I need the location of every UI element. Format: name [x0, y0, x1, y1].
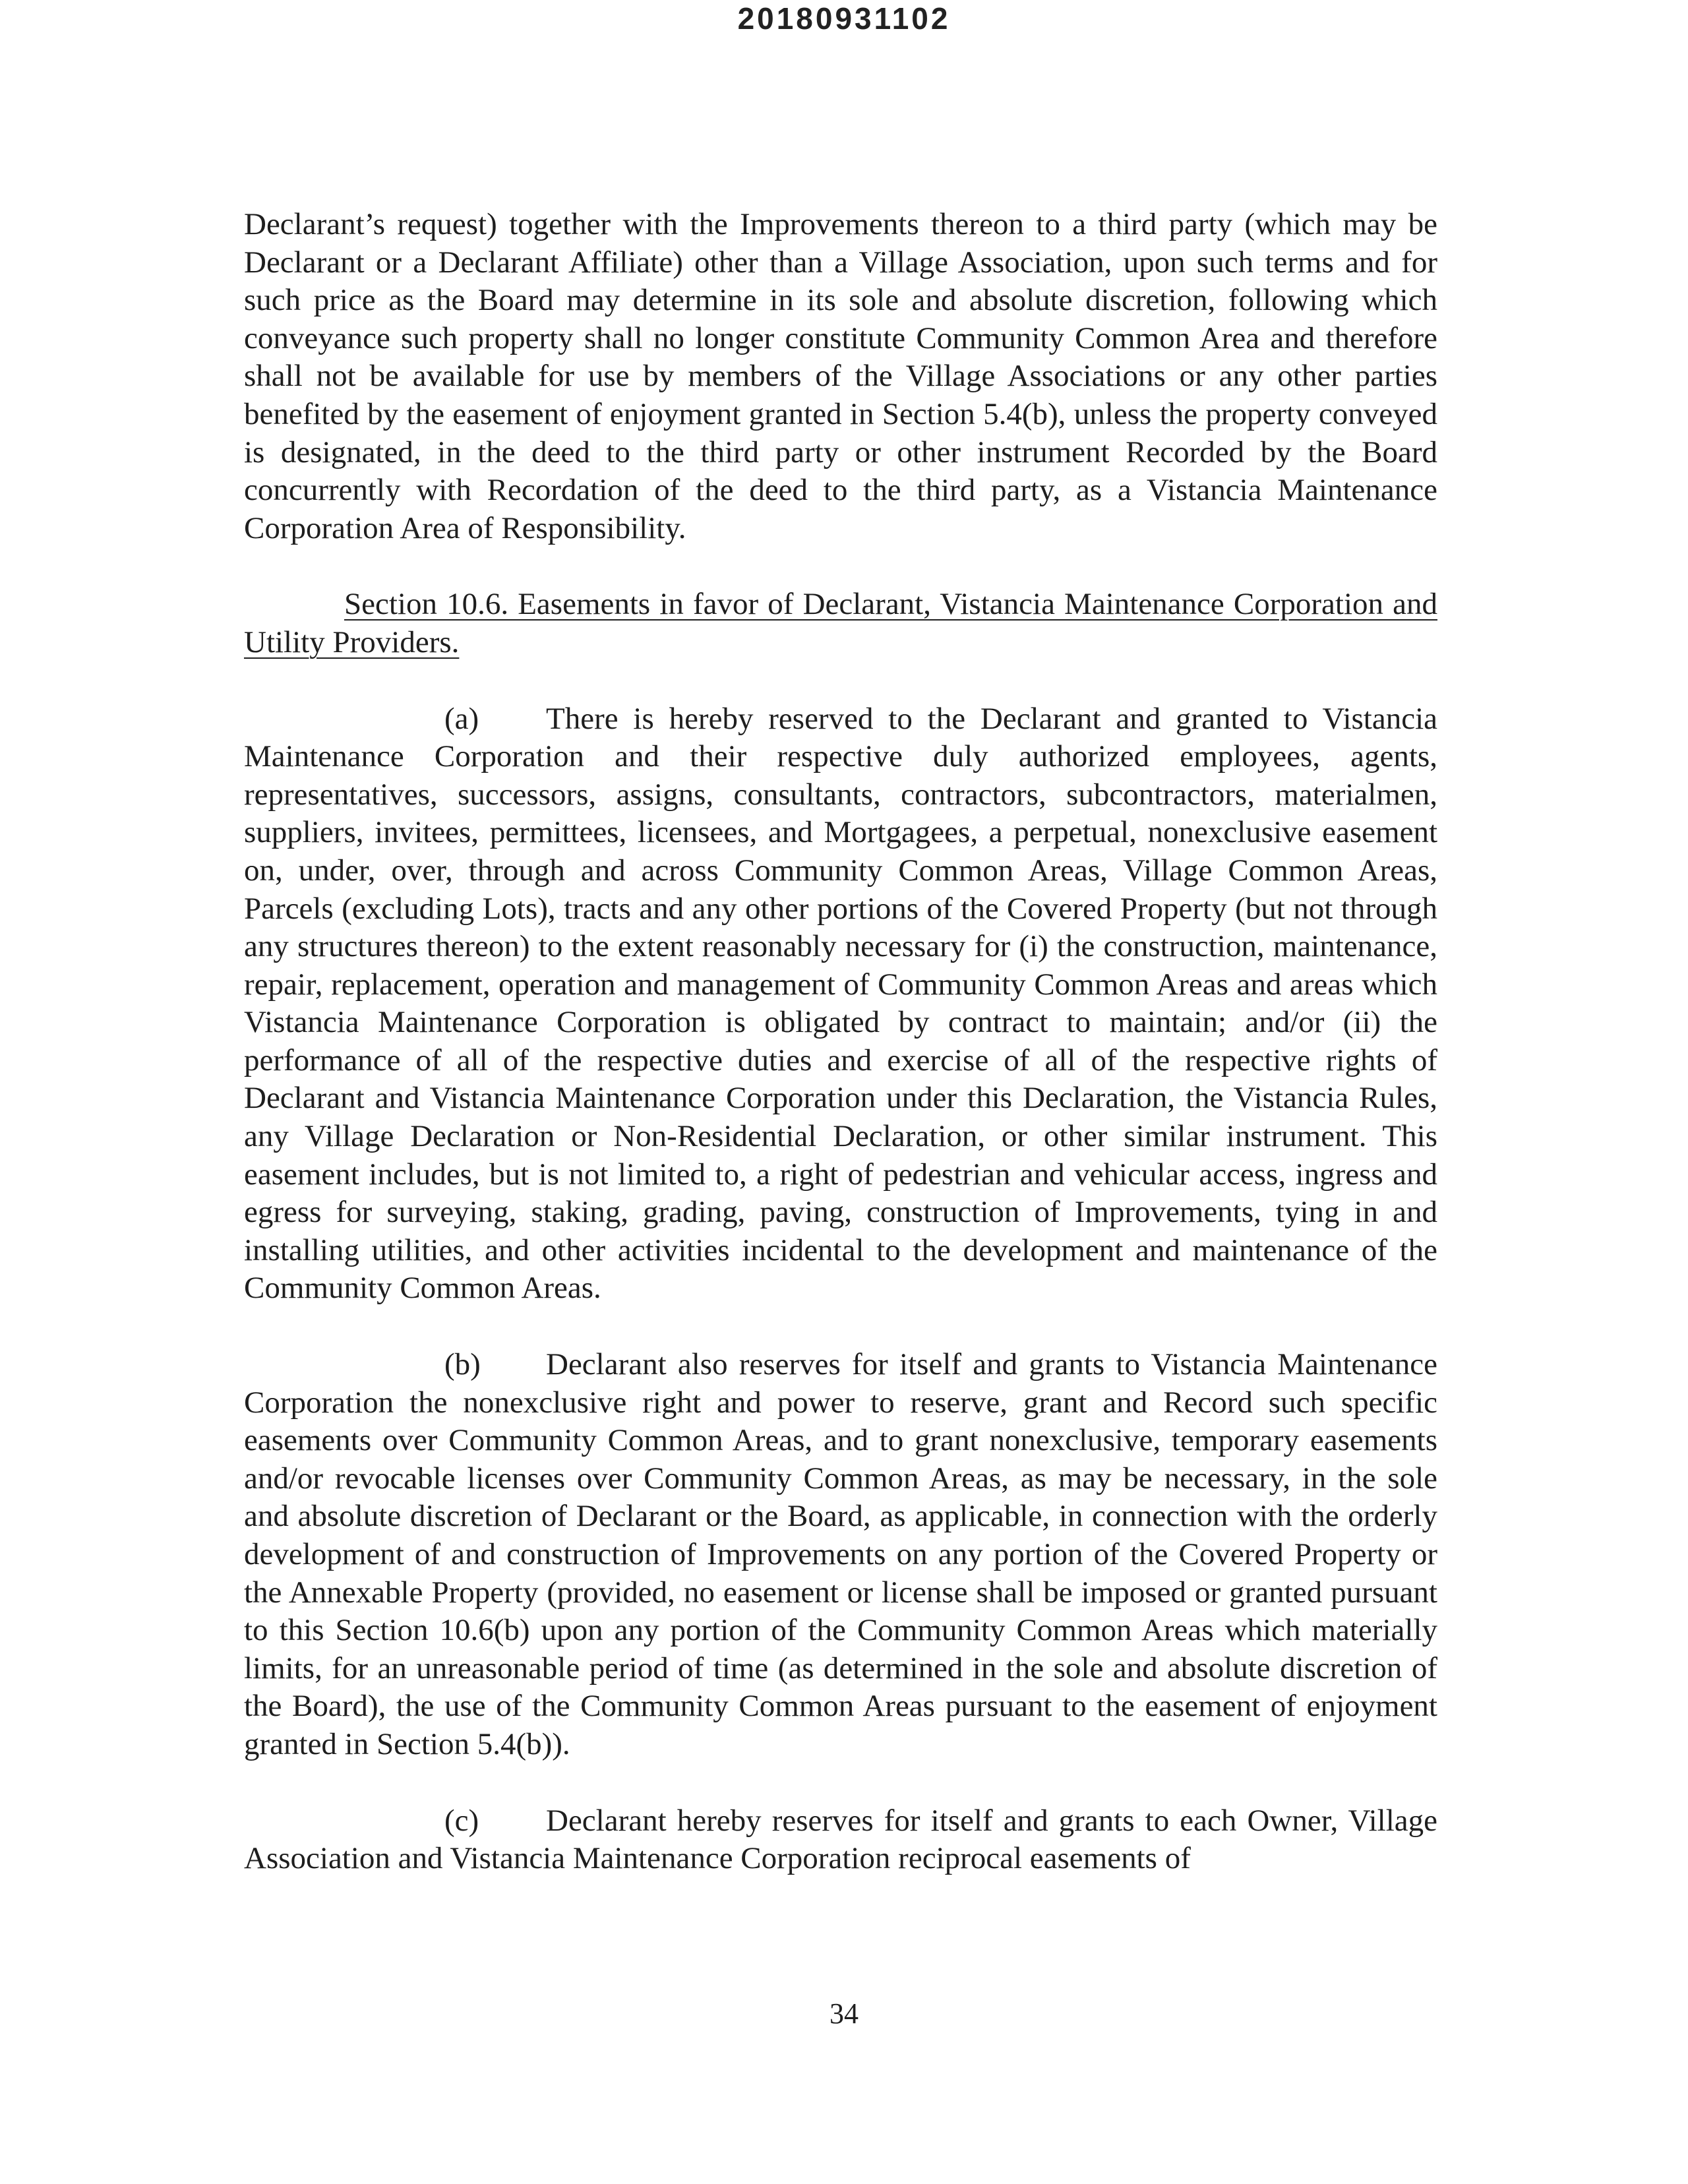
subsection-label: (c) [444, 1803, 479, 1838]
subsection-a [244, 700, 1437, 1308]
subsection-c [244, 1802, 1437, 1878]
recording-number: 20180931102 [737, 1, 951, 36]
subsection-text: Declarant also reserves for itself and grants to Vistancia Maintenance Corporation the nonexclusive right and power to reserve, grant and Record such specific easements over Community Common Areas, and to grant nonexclusive, temporary easements and/or revocable licenses over Community Common Areas, as may be necessary, in the sole and absolute discretion of Declarant or the Board, as applicable, in connection with the orderly development of and construction of Improvements on any portion of the Covered Property or the Annexable Property (provided, no easement or license shall be imposed or granted pursuant to this Section 10.6(b) upon any portion of the Community Common Areas which materially limits, for an unreasonable period of time (as determined in the sole and absolute discretion of the Board), the use of the Community Common Areas pursuant to the easement of enjoyment granted in Section 5.4(b)). [244, 1347, 1437, 1761]
subsection-text: Declarant hereby reserves for itself and grants to each Owner, Village Association and Vistancia Maintenance Corporation reciprocal easements of [244, 1803, 1437, 1876]
opening-paragraph: Declarant’s request) together with the Improvements thereon to a third party (which may be Declarant or a Declarant Affiliate) other than a Village Association, upon such terms and for such price as the Board may determine in its sole and absolute discretion, following which conveyance such property shall no longer constitute Community Common Area and therefore shall not be available for use by members of the Village Associations or any other parties benefited by the easement of enjoyment granted in Section 5.4(b), unless the property conveyed is designated, in the deed to the third party or other instrument Recorded by the Board concurrently with Recordation of the deed to the third party, as a Vistancia Maintenance Corporation Area of Responsibility. [244, 207, 1437, 545]
page-number: 34 [829, 1997, 859, 2030]
subsection-b [244, 1346, 1437, 1764]
subsection-label: (b) [444, 1347, 481, 1382]
subsection-text: There is hereby reserved to the Declarant and granted to Vistancia Maintenance Corporation and their respective duly authorized employees, agents, representatives, successors, assigns, consultants, contractors, subcontractors, materialmen, suppliers, invitees, permittees, licensees, and Mortgagees, a perpetual, nonexclusive easement on, under, over, through and across Community Common Areas, Village Common Areas, Parcels (excluding Lots), tracts and any other portions of the Covered Property (but not through any structures thereon) to the extent reasonably necessary for (i) the construction, maintenance, repair, replacement, operation and management of Community Common Areas and areas which Vistancia Maintenance Corporation is obligated by contract to maintain; and/or (ii) the performance of all of the respective duties and exercise of all of the respective rights of Declarant and Vistancia Maintenance Corporation under this Declaration, the Vistancia Rules, any Village Declaration or Non-Residential Declaration, or other similar instrument. This easement includes, but is not limited to, a right of pedestrian and vehicular access, ingress and egress for surveying, staking, grading, paving, construction of Improvements, tying in and installing utilities, and other activities incidental to the development and maintenance of the Community Common Areas. [244, 701, 1437, 1306]
document-body [244, 206, 1437, 1878]
subsection-label: (a) [444, 701, 479, 736]
section-heading: Section 10.6. Easements in favor of Declarant, Vistancia Maintenance Corporation and Utility Providers. [244, 587, 1437, 659]
